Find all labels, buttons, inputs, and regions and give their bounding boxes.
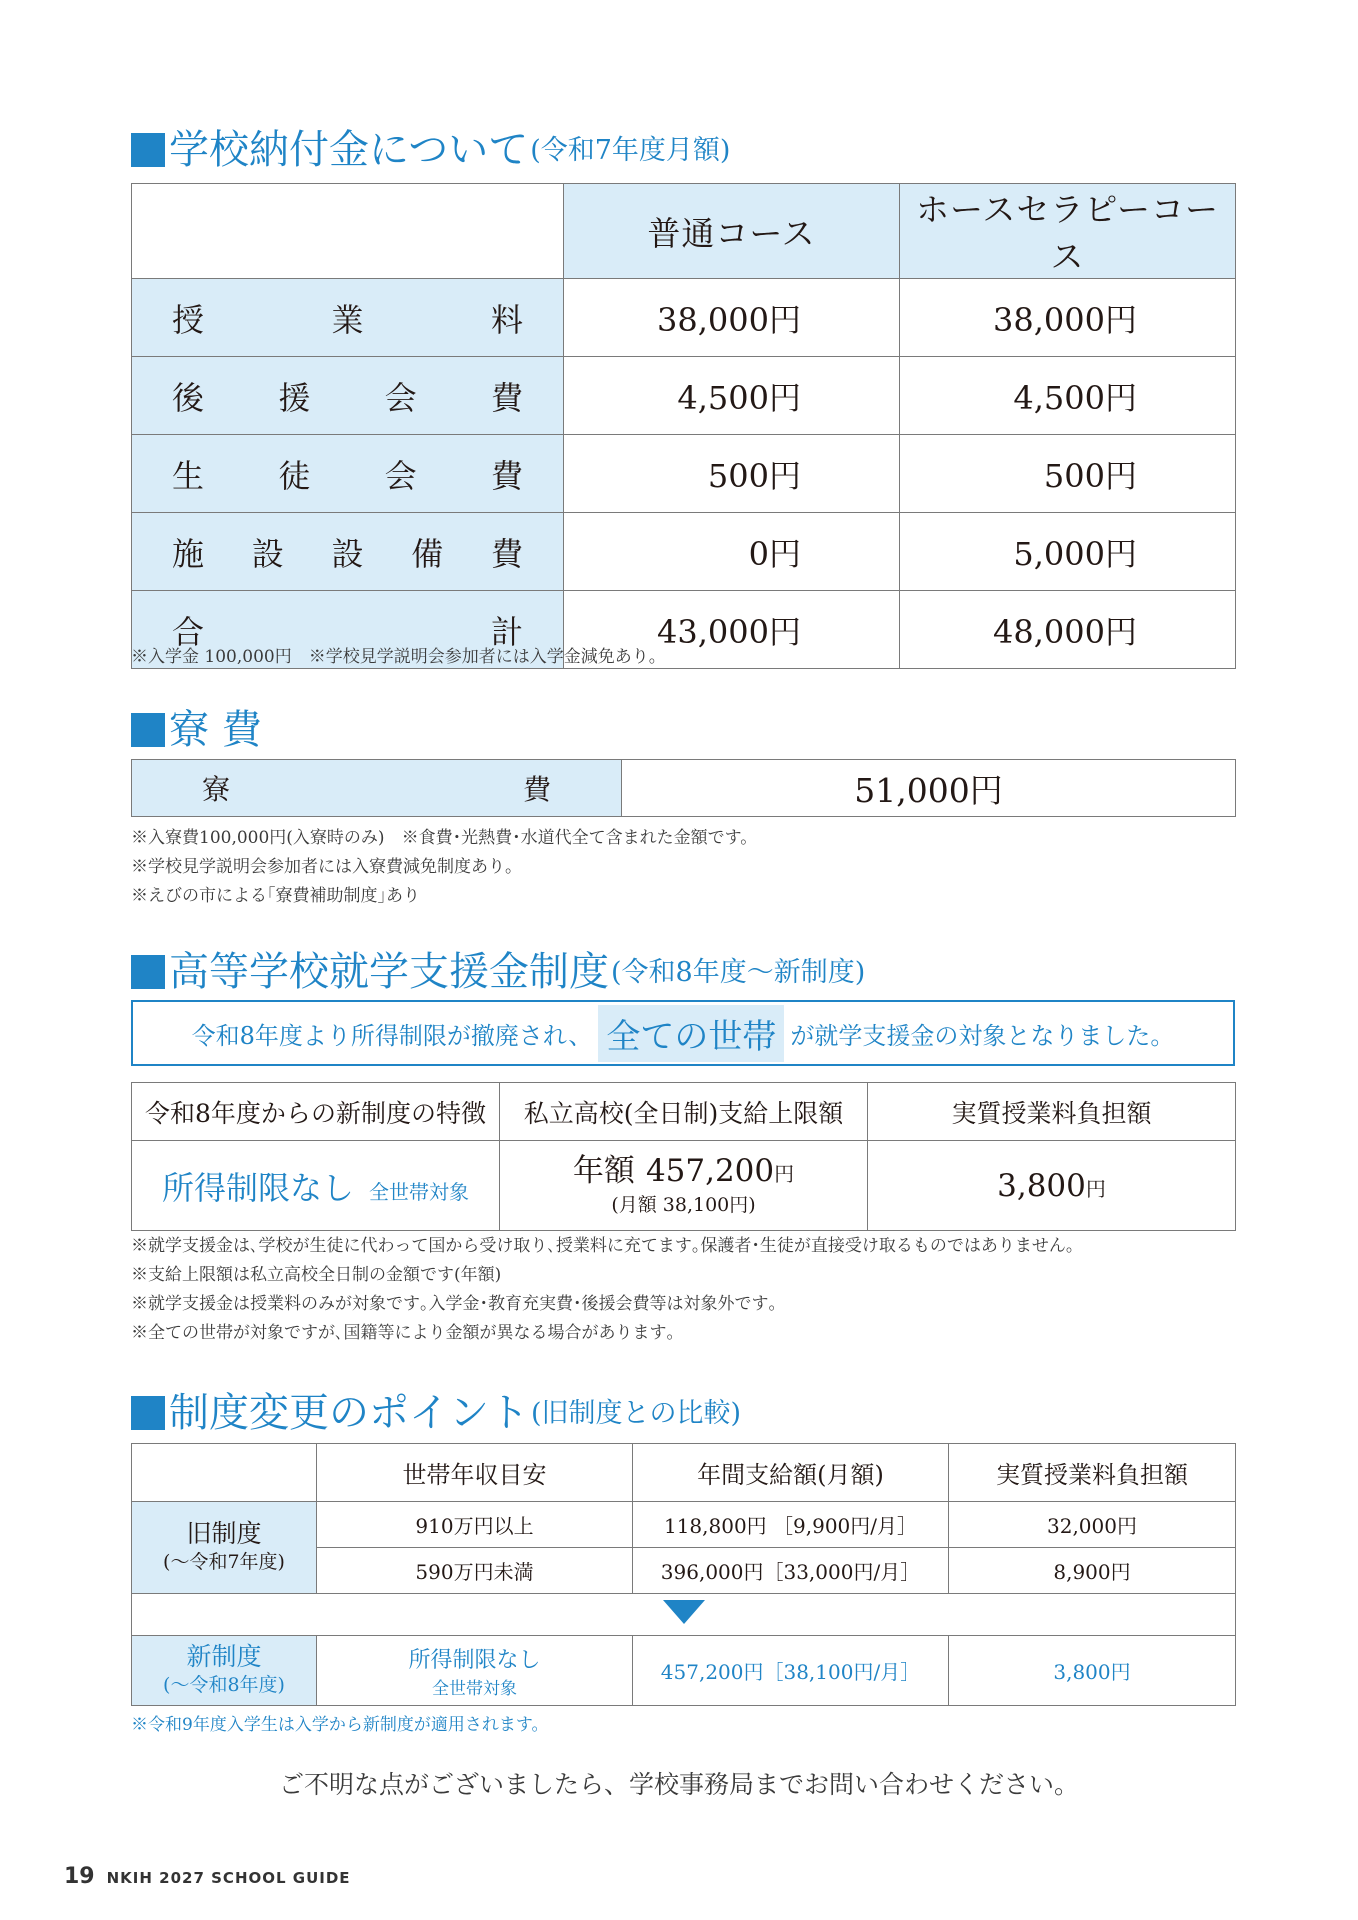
table-row: 旧制度 (～令和7年度) 910万円以上 118,800円 ［9,900円/月］ 32,000円 xyxy=(132,1502,1236,1548)
table-row xyxy=(132,435,1236,513)
page-footer xyxy=(64,1864,351,1889)
old-system-label: 旧制度 (～令和7年度) xyxy=(132,1502,317,1594)
support-table xyxy=(131,1082,1236,1231)
fees-table xyxy=(131,183,1236,669)
banner-highlight: 全ての世帯 xyxy=(598,1005,784,1062)
fee-value: 500円 xyxy=(900,435,1236,513)
guide-title: NKIH 2027 SCHOOL GUIDE xyxy=(106,1869,351,1887)
fee-label-student-council: 生 徒 会 費 xyxy=(132,435,564,513)
square-bullet-icon xyxy=(131,1396,165,1430)
fee-value: 0円 xyxy=(564,513,900,591)
new-amount-cell: 457,200円［38,100円/月］ xyxy=(633,1636,949,1706)
fee-total-value: 43,000円 xyxy=(564,591,900,669)
compare-section-title: 制度変更のポイント (旧制度との比較) xyxy=(131,1393,741,1433)
dorm-section-title: 寮 費 xyxy=(131,710,262,750)
feature-sub: 全世帯対象 xyxy=(369,1179,470,1204)
table-row xyxy=(132,760,1236,817)
support-banner: 令和8年度より所得制限が撤廃され、 全ての世帯 が就学支援金の対象となりました。 xyxy=(131,1000,1235,1066)
fee-value: 38,000円 xyxy=(564,279,900,357)
fee-value: 4,500円 xyxy=(564,357,900,435)
table-header-row xyxy=(132,1444,1236,1502)
table-row xyxy=(132,513,1236,591)
feature-main: 所得制限なし xyxy=(161,1168,354,1207)
table-row xyxy=(132,357,1236,435)
square-bullet-icon xyxy=(131,133,165,167)
compare-table xyxy=(131,1443,1236,1706)
dorm-label: 寮 費 xyxy=(132,760,622,817)
burden-cell: 3,800円 xyxy=(868,1141,1236,1231)
square-bullet-icon xyxy=(131,713,165,747)
dorm-table xyxy=(131,759,1236,817)
support-header: 私立高校(全日制)支給上限額 xyxy=(500,1083,868,1141)
square-bullet-icon xyxy=(131,955,165,989)
table-row xyxy=(132,279,1236,357)
fee-value: 5,000円 xyxy=(900,513,1236,591)
table-row xyxy=(132,1141,1236,1231)
course-header-regular: 普通コース xyxy=(564,184,900,279)
table-corner-cell xyxy=(132,184,564,279)
feature-cell xyxy=(132,1141,500,1231)
fee-value: 500円 xyxy=(564,435,900,513)
table-row: 590万円未満 396,000円［33,000円/月］ 8,900円 xyxy=(132,1548,1236,1594)
down-arrow-icon xyxy=(663,1600,705,1624)
fee-label-tuition: 授 業 料 xyxy=(132,279,564,357)
compare-note: ※令和9年度入学生は入学から新制度が適用されます。 xyxy=(131,1715,549,1735)
support-notes: ※就学支援金は､学校が生徒に代わって国から受け取り､授業料に充てます｡保護者･生徒が直接受け取るものではありません｡ ※支給上限額は私立高校全日制の金額です(年額) ※就学支援金は授業料のみが対象です｡入学金･教育充実費･後援会費等は対象外です｡ ※全ての世帯が対象ですが､国籍等により金額が異なる場合があります｡ xyxy=(131,1236,1075,1343)
fee-label-facilities: 施 設 設 備 費 xyxy=(132,513,564,591)
limit-cell: 年額 457,200円 (月額 38,100円) xyxy=(500,1141,868,1231)
limit-monthly: (月額 38,100円) xyxy=(611,1194,756,1216)
support-section-title: 高等学校就学支援金制度 (令和8年度～新制度) xyxy=(131,952,865,992)
new-income-cell: 所得制限なし 全世帯対象 xyxy=(317,1636,633,1706)
arrow-row xyxy=(132,1594,1236,1636)
fee-label-total: 合 計 xyxy=(132,591,564,669)
support-header: 令和8年度からの新制度の特徴 xyxy=(132,1083,500,1141)
dorm-value: 51,000円 xyxy=(622,760,1236,817)
table-row xyxy=(132,1636,1236,1706)
fees-note: ※入学金 100,000円 ※学校見学説明会参加者には入学金減免あり。 xyxy=(131,647,666,667)
fees-section-title: 学校納付金について (令和7年度月額) xyxy=(131,130,730,170)
page-number: 19 xyxy=(64,1864,95,1889)
compare-header: 年間支給額(月額) xyxy=(633,1444,949,1502)
fee-value: 38,000円 xyxy=(900,279,1236,357)
new-system-label: 新制度 (～令和8年度) xyxy=(132,1636,317,1706)
closing-message: ご不明な点がございましたら、学校事務局までお問い合わせください。 xyxy=(278,1770,1079,1799)
course-header-horse-therapy: ホースセラピーコース xyxy=(900,184,1236,279)
new-burden-cell: 3,800円 xyxy=(949,1636,1236,1706)
support-header: 実質授業料負担額 xyxy=(868,1083,1236,1141)
dorm-notes: ※入寮費100,000円(入寮時のみ) ※食費･光熱費･水道代全て含まれた金額です。 ※学校見学説明会参加者には入寮費減免制度あり。 ※えびの市による｢寮費補助制度｣あり xyxy=(131,828,758,906)
compare-header: 実質授業料負担額 xyxy=(949,1444,1236,1502)
fee-value: 4,500円 xyxy=(900,357,1236,435)
table-corner-cell xyxy=(132,1444,317,1502)
compare-header: 世帯年収目安 xyxy=(317,1444,633,1502)
fee-label-supporters: 後 援 会 費 xyxy=(132,357,564,435)
table-header-row xyxy=(132,1083,1236,1141)
table-header-row xyxy=(132,184,1236,279)
fee-total-value: 48,000円 xyxy=(900,591,1236,669)
